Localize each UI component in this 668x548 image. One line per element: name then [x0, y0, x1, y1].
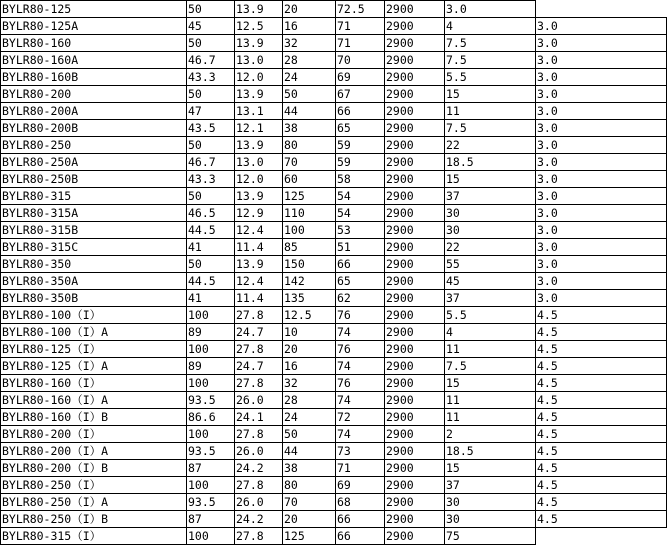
table-cell: 3.0	[536, 69, 667, 86]
table-cell: 27.8	[235, 375, 283, 392]
table-cell: 41	[187, 290, 235, 307]
model-cell: BYLR80-160B	[1, 69, 187, 86]
table-cell: 11.4	[235, 290, 283, 307]
table-cell: 2900	[385, 52, 445, 69]
table-cell: 71	[336, 35, 385, 52]
table-cell: 12.5	[235, 18, 283, 35]
table-cell: 2900	[385, 222, 445, 239]
table-cell: 50	[187, 86, 235, 103]
model-cell: BYLR80-125A	[1, 18, 187, 35]
table-cell: 3.0	[536, 290, 667, 307]
table-cell: 69	[336, 69, 385, 86]
model-cell: BYLR80-315C	[1, 239, 187, 256]
table-cell: 51	[336, 239, 385, 256]
model-cell: BYLR80-350B	[1, 290, 187, 307]
model-cell: BYLR80-350A	[1, 273, 187, 290]
table-cell: 27.8	[235, 307, 283, 324]
table-cell: 37	[445, 477, 536, 494]
table-cell: 93.5	[187, 392, 235, 409]
model-cell: BYLR80-315	[1, 188, 187, 205]
table-row	[1, 103, 667, 120]
table-cell: 65	[336, 273, 385, 290]
model-cell: BYLR80-200B	[1, 120, 187, 137]
table-cell: 3.0	[536, 154, 667, 171]
table-cell: 20	[283, 341, 336, 358]
table-cell: 72	[336, 409, 385, 426]
table-cell: 66	[336, 528, 385, 545]
table-cell: 3.0	[536, 52, 667, 69]
table-cell: 5.5	[445, 307, 536, 324]
table-cell: 4.5	[536, 375, 667, 392]
table-cell: 10	[283, 324, 336, 341]
model-cell: BYLR80-315（I）	[1, 528, 187, 545]
table-cell: 69	[336, 477, 385, 494]
table-cell: 13.9	[235, 256, 283, 273]
table-cell: 4.5	[536, 307, 667, 324]
table-cell: 20	[283, 511, 336, 528]
table-cell: 24	[283, 69, 336, 86]
table-cell: 44.5	[187, 222, 235, 239]
table-row	[1, 409, 667, 426]
table-cell: 32	[283, 375, 336, 392]
table-cell: 2900	[385, 324, 445, 341]
model-cell: BYLR80-100（I）A	[1, 324, 187, 341]
table-cell: 66	[336, 103, 385, 120]
table-cell: 3.0	[536, 256, 667, 273]
table-cell: 24.2	[235, 460, 283, 477]
table-cell: 22	[445, 137, 536, 154]
table-cell: 13.1	[235, 103, 283, 120]
table-cell: 2900	[385, 273, 445, 290]
table-row	[1, 511, 667, 528]
table-cell: 3.0	[536, 205, 667, 222]
table-cell: 45	[187, 18, 235, 35]
table-row	[1, 52, 667, 69]
table-row	[1, 375, 667, 392]
table-cell: 54	[336, 205, 385, 222]
table-cell: 100	[187, 375, 235, 392]
table-cell: 4.5	[536, 392, 667, 409]
model-cell: BYLR80-125	[1, 1, 187, 18]
model-cell: BYLR80-250（I）B	[1, 511, 187, 528]
model-cell: BYLR80-315B	[1, 222, 187, 239]
table-cell: 26.0	[235, 443, 283, 460]
table-cell: 3.0	[536, 120, 667, 137]
table-cell	[536, 528, 667, 545]
model-cell: BYLR80-200（I）A	[1, 443, 187, 460]
table-cell: 38	[283, 120, 336, 137]
model-cell: BYLR80-350	[1, 256, 187, 273]
table-cell: 43.5	[187, 120, 235, 137]
table-cell: 12.4	[235, 222, 283, 239]
table-cell: 50	[187, 35, 235, 52]
table-cell: 13.9	[235, 35, 283, 52]
table-cell: 20	[283, 1, 336, 18]
table-row	[1, 307, 667, 324]
table-cell: 3.0	[536, 273, 667, 290]
table-cell: 37	[445, 188, 536, 205]
table-cell: 4.5	[536, 443, 667, 460]
table-cell: 11	[445, 103, 536, 120]
table-cell: 22	[445, 239, 536, 256]
model-cell: BYLR80-250（I）	[1, 477, 187, 494]
model-cell: BYLR80-315A	[1, 205, 187, 222]
table-cell: 87	[187, 511, 235, 528]
table-row	[1, 86, 667, 103]
model-cell: BYLR80-200（I）	[1, 426, 187, 443]
table-cell: 89	[187, 358, 235, 375]
table-cell: 53	[336, 222, 385, 239]
table-cell: 26.0	[235, 392, 283, 409]
table-cell: 12.5	[283, 307, 336, 324]
table-cell: 7.5	[445, 120, 536, 137]
table-cell: 38	[283, 460, 336, 477]
model-cell: BYLR80-160（I）	[1, 375, 187, 392]
table-cell: 27.8	[235, 528, 283, 545]
table-cell: 3.0	[536, 18, 667, 35]
table-cell: 32	[283, 35, 336, 52]
table-cell: 2900	[385, 205, 445, 222]
table-cell: 2900	[385, 426, 445, 443]
table-row	[1, 426, 667, 443]
table-cell: 58	[336, 171, 385, 188]
table-cell: 2900	[385, 239, 445, 256]
table-cell: 3.0	[536, 222, 667, 239]
table-cell: 11.4	[235, 239, 283, 256]
model-cell: BYLR80-250B	[1, 171, 187, 188]
table-cell: 15	[445, 375, 536, 392]
table-cell: 135	[283, 290, 336, 307]
table-cell: 2900	[385, 307, 445, 324]
table-cell: 100	[187, 341, 235, 358]
table-row	[1, 1, 667, 18]
table-cell: 3.0	[536, 137, 667, 154]
table-cell: 2900	[385, 290, 445, 307]
table-row	[1, 35, 667, 52]
table-cell: 11	[445, 392, 536, 409]
table-row	[1, 154, 667, 171]
table-row	[1, 205, 667, 222]
table-cell: 110	[283, 205, 336, 222]
table-cell: 4.5	[536, 511, 667, 528]
table-cell: 2900	[385, 1, 445, 18]
table-cell: 70	[283, 494, 336, 511]
table-cell: 18.5	[445, 443, 536, 460]
table-cell: 4.5	[536, 460, 667, 477]
table-cell: 2900	[385, 443, 445, 460]
table-cell: 2900	[385, 477, 445, 494]
table-row	[1, 120, 667, 137]
table-cell: 2900	[385, 103, 445, 120]
table-cell: 2900	[385, 188, 445, 205]
table-cell: 24.7	[235, 358, 283, 375]
table-cell: 2900	[385, 409, 445, 426]
table-row	[1, 239, 667, 256]
table-cell: 24.7	[235, 324, 283, 341]
table-cell: 2900	[385, 171, 445, 188]
table-cell: 142	[283, 273, 336, 290]
table-row	[1, 477, 667, 494]
table-cell: 2900	[385, 35, 445, 52]
table-cell: 46.7	[187, 52, 235, 69]
table-cell: 27.8	[235, 477, 283, 494]
table-cell: 3.0	[536, 86, 667, 103]
table-cell: 44	[283, 443, 336, 460]
table-cell: 2900	[385, 392, 445, 409]
table-cell: 4	[445, 18, 536, 35]
table-cell: 3.0	[445, 1, 536, 18]
table-cell: 24	[283, 409, 336, 426]
table-cell: 13.9	[235, 86, 283, 103]
table-cell: 44.5	[187, 273, 235, 290]
model-cell: BYLR80-250（I）A	[1, 494, 187, 511]
table-cell: 12.4	[235, 273, 283, 290]
table-cell: 30	[445, 494, 536, 511]
table-cell: 2900	[385, 494, 445, 511]
table-cell: 76	[336, 341, 385, 358]
table-cell: 2900	[385, 528, 445, 545]
table-row	[1, 358, 667, 375]
table-cell: 46.7	[187, 154, 235, 171]
table-cell: 74	[336, 358, 385, 375]
table-cell: 4.5	[536, 341, 667, 358]
table-cell: 75	[445, 528, 536, 545]
table-row	[1, 290, 667, 307]
table-cell: 71	[336, 460, 385, 477]
table-row	[1, 392, 667, 409]
table-cell: 18.5	[445, 154, 536, 171]
table-cell: 59	[336, 137, 385, 154]
model-cell: BYLR80-200（I）B	[1, 460, 187, 477]
table-row	[1, 188, 667, 205]
table-cell: 2900	[385, 341, 445, 358]
table-cell: 54	[336, 188, 385, 205]
model-cell: BYLR80-250	[1, 137, 187, 154]
table-cell: 70	[336, 52, 385, 69]
table-cell: 2900	[385, 69, 445, 86]
table-cell: 67	[336, 86, 385, 103]
table-cell: 74	[336, 392, 385, 409]
table-cell: 28	[283, 52, 336, 69]
table-row	[1, 273, 667, 290]
table-cell: 37	[445, 290, 536, 307]
table-cell: 71	[336, 18, 385, 35]
table-cell: 43.3	[187, 69, 235, 86]
table-cell: 5.5	[445, 69, 536, 86]
table-cell: 85	[283, 239, 336, 256]
table-cell: 100	[187, 307, 235, 324]
table-cell: 7.5	[445, 358, 536, 375]
table-row	[1, 222, 667, 239]
table-cell: 125	[283, 528, 336, 545]
table-cell: 150	[283, 256, 336, 273]
table-cell: 87	[187, 460, 235, 477]
table-row	[1, 324, 667, 341]
table-cell: 30	[445, 222, 536, 239]
table-cell: 46.5	[187, 205, 235, 222]
table-cell: 4.5	[536, 409, 667, 426]
table-cell: 76	[336, 307, 385, 324]
table-cell: 12.1	[235, 120, 283, 137]
table-row	[1, 443, 667, 460]
model-cell: BYLR80-160A	[1, 52, 187, 69]
table-cell: 13.0	[235, 154, 283, 171]
table-cell: 7.5	[445, 52, 536, 69]
table-cell: 16	[283, 18, 336, 35]
table-cell: 24.2	[235, 511, 283, 528]
table-cell: 15	[445, 460, 536, 477]
table-cell: 60	[283, 171, 336, 188]
table-cell: 4	[445, 324, 536, 341]
table-cell: 50	[187, 188, 235, 205]
table-cell: 2900	[385, 120, 445, 137]
table-row	[1, 528, 667, 545]
table-cell: 15	[445, 86, 536, 103]
table-row	[1, 341, 667, 358]
table-cell: 44	[283, 103, 336, 120]
table-cell: 45	[445, 273, 536, 290]
model-cell: BYLR80-250A	[1, 154, 187, 171]
table-cell: 93.5	[187, 443, 235, 460]
table-row	[1, 69, 667, 86]
table-cell: 125	[283, 188, 336, 205]
table-cell: 4.5	[536, 324, 667, 341]
table-cell: 65	[336, 120, 385, 137]
table-cell: 70	[283, 154, 336, 171]
table-cell: 2900	[385, 256, 445, 273]
table-cell: 2900	[385, 375, 445, 392]
table-cell: 12.9	[235, 205, 283, 222]
model-cell: BYLR80-200	[1, 86, 187, 103]
table-cell: 100	[283, 222, 336, 239]
pump-spec-table-body	[1, 1, 667, 545]
table-cell: 24.1	[235, 409, 283, 426]
table-row	[1, 137, 667, 154]
table-cell: 2900	[385, 18, 445, 35]
table-cell: 2900	[385, 511, 445, 528]
table-cell: 50	[283, 86, 336, 103]
table-cell: 15	[445, 171, 536, 188]
table-cell: 50	[283, 426, 336, 443]
table-cell: 3.0	[536, 188, 667, 205]
table-cell: 66	[336, 511, 385, 528]
table-cell: 3.0	[536, 171, 667, 188]
table-cell: 89	[187, 324, 235, 341]
table-cell: 27.8	[235, 341, 283, 358]
table-cell: 13.0	[235, 52, 283, 69]
table-cell: 50	[187, 1, 235, 18]
table-cell: 50	[187, 256, 235, 273]
table-cell: 4.5	[536, 477, 667, 494]
table-cell: 11	[445, 409, 536, 426]
table-cell: 73	[336, 443, 385, 460]
model-cell: BYLR80-160（I）B	[1, 409, 187, 426]
table-row	[1, 494, 667, 511]
table-cell: 68	[336, 494, 385, 511]
table-cell: 43.3	[187, 171, 235, 188]
table-cell: 2900	[385, 358, 445, 375]
table-cell: 2900	[385, 86, 445, 103]
table-cell: 12.0	[235, 69, 283, 86]
table-row	[1, 460, 667, 477]
table-cell: 47	[187, 103, 235, 120]
table-cell: 12.0	[235, 171, 283, 188]
model-cell: BYLR80-125（I）	[1, 341, 187, 358]
table-cell: 13.9	[235, 137, 283, 154]
table-cell: 100	[187, 426, 235, 443]
table-cell: 3.0	[536, 239, 667, 256]
table-cell: 2900	[385, 154, 445, 171]
table-cell: 80	[283, 137, 336, 154]
table-cell: 16	[283, 358, 336, 375]
table-cell: 76	[336, 375, 385, 392]
table-cell: 30	[445, 511, 536, 528]
table-cell: 4.5	[536, 494, 667, 511]
table-cell: 3.0	[536, 103, 667, 120]
table-cell: 100	[187, 477, 235, 494]
table-cell: 72.5	[336, 1, 385, 18]
model-cell: BYLR80-125（I）A	[1, 358, 187, 375]
table-cell: 100	[187, 528, 235, 545]
table-cell: 74	[336, 426, 385, 443]
table-cell: 41	[187, 239, 235, 256]
table-cell: 62	[336, 290, 385, 307]
table-cell: 4.5	[536, 358, 667, 375]
model-cell: BYLR80-100（I）	[1, 307, 187, 324]
table-cell: 55	[445, 256, 536, 273]
table-cell: 74	[336, 324, 385, 341]
table-cell: 11	[445, 341, 536, 358]
table-cell: 13.9	[235, 188, 283, 205]
table-cell: 26.0	[235, 494, 283, 511]
table-cell: 28	[283, 392, 336, 409]
table-cell: 2	[445, 426, 536, 443]
table-cell: 3.0	[536, 35, 667, 52]
table-cell: 13.9	[235, 1, 283, 18]
table-cell	[536, 1, 667, 18]
table-cell: 80	[283, 477, 336, 494]
table-cell: 7.5	[445, 35, 536, 52]
model-cell: BYLR80-160（I）A	[1, 392, 187, 409]
table-row	[1, 171, 667, 188]
table-cell: 66	[336, 256, 385, 273]
table-cell: 93.5	[187, 494, 235, 511]
table-cell: 2900	[385, 137, 445, 154]
table-cell: 4.5	[536, 426, 667, 443]
table-cell: 30	[445, 205, 536, 222]
model-cell: BYLR80-200A	[1, 103, 187, 120]
table-row	[1, 256, 667, 273]
table-cell: 2900	[385, 460, 445, 477]
model-cell: BYLR80-160	[1, 35, 187, 52]
table-row	[1, 18, 667, 35]
table-cell: 50	[187, 137, 235, 154]
table-cell: 86.6	[187, 409, 235, 426]
table-cell: 59	[336, 154, 385, 171]
table-cell: 27.8	[235, 426, 283, 443]
